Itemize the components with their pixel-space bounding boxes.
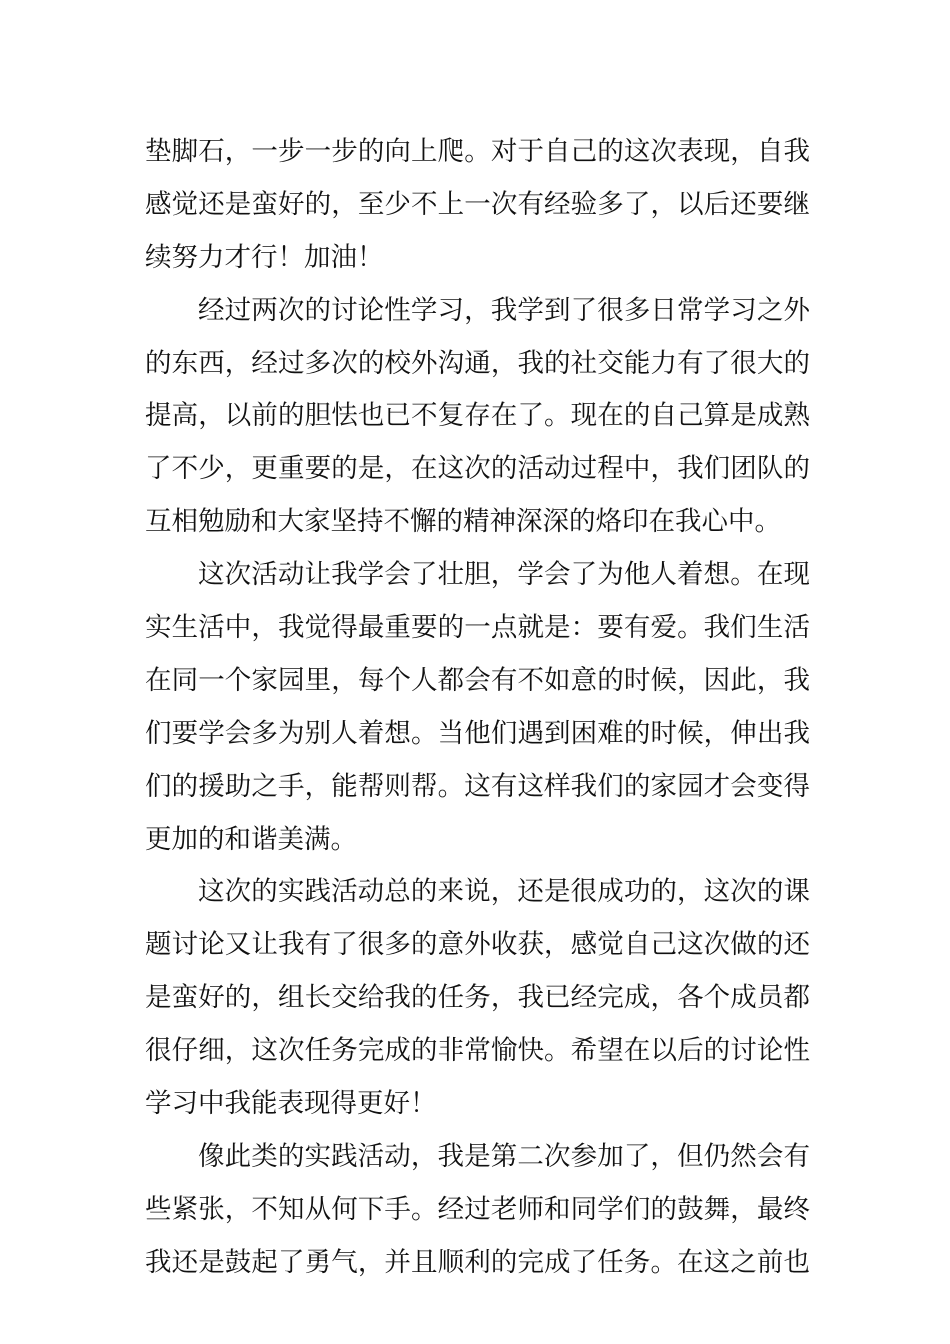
text-line: 在同一个家园里，每个人都会有不如意的时候，因此，我 — [145, 664, 810, 696]
text-line: 垫脚石，一步一步的向上爬。对于自己的这次表现，自我 — [145, 136, 810, 167]
paragraph — [145, 549, 810, 866]
paragraph — [145, 866, 810, 1130]
paragraph — [145, 126, 810, 285]
text-line: 是蛮好的，组长交给我的任务，我已经完成，各个成员都 — [145, 982, 810, 1014]
text-line: 经过两次的讨论性学习，我学到了很多日常学习之外 — [198, 294, 810, 326]
text-line: 题讨论又让我有了很多的意外收获，感觉自己这次做的还 — [145, 929, 810, 961]
text-line: 实生活中，我觉得最重要的一点就是：要有爱。我们生活 — [145, 612, 810, 644]
text-line: 们要学会多为别人着想。当他们遇到困难的时候，伸出我 — [145, 717, 810, 749]
paragraph — [145, 285, 810, 549]
body-text — [145, 126, 810, 1290]
text-line: 续努力才行！加油！ — [145, 241, 384, 273]
text-line: 互相勉励和大家坚持不懈的精神深深的烙印在我心中。 — [145, 506, 781, 538]
text-line: 提高，以前的胆怯也已不复存在了。现在的自己算是成熟 — [145, 400, 810, 432]
text-line: 了不少，更重要的是，在这次的活动过程中，我们团队的 — [145, 453, 810, 485]
text-line: 学习中我能表现得更好！ — [145, 1088, 437, 1120]
text-line: 更加的和谐美满。 — [145, 823, 357, 855]
text-line: 我还是鼓起了勇气，并且顺利的完成了任务。在这之前也 — [145, 1246, 810, 1278]
text-line: 很仔细，这次任务完成的非常愉快。希望在以后的讨论性 — [145, 1035, 810, 1067]
text-line: 像此类的实践活动，我是第二次参加了，但仍然会有 — [198, 1140, 810, 1172]
text-line: 的东西，经过多次的校外沟通，我的社交能力有了很大的 — [145, 347, 810, 379]
text-line: 感觉还是蛮好的，至少不上一次有经验多了，以后还要继 — [145, 188, 810, 220]
text-line: 这次的实践活动总的来说，还是很成功的，这次的课 — [198, 876, 810, 908]
text-line: 这次活动让我学会了壮胆，学会了为他人着想。在现 — [198, 559, 810, 591]
text-line: 们的援助之手，能帮则帮。这有这样我们的家园才会变得 — [145, 770, 810, 802]
text-line: 些紧张，不知从何下手。经过老师和同学们的鼓舞，最终 — [145, 1193, 810, 1225]
paragraph — [145, 1131, 810, 1290]
